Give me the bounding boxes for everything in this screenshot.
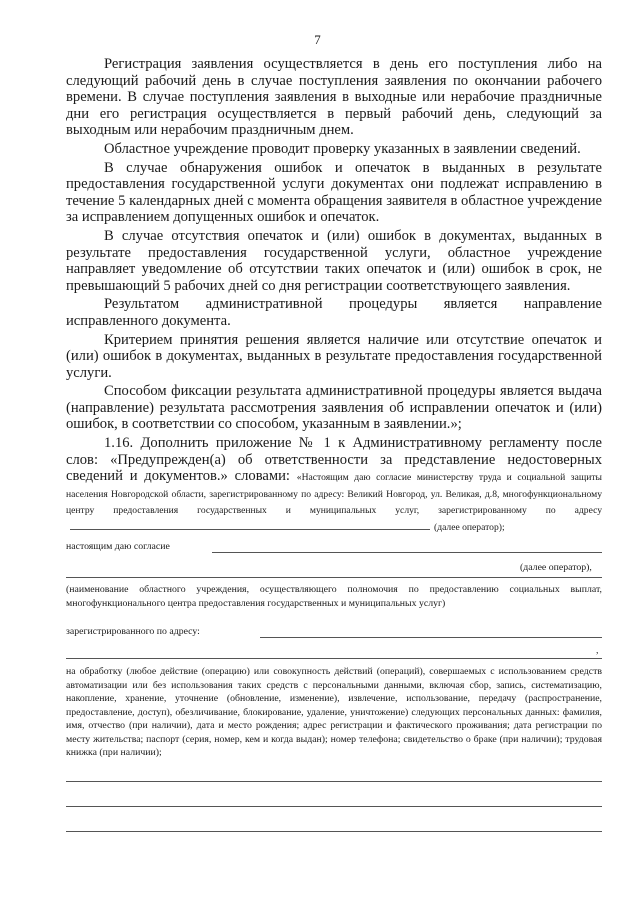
paragraph-amendment [66,435,602,535]
blank-line-2 [66,806,602,807]
institution-caption: (наименование областного учреждения, осуществляющего полномочия по предоставлению социальных выплат, многофункционального центра предоставления государственных и муниципальных услуг) [66,584,602,609]
consent-label: настоящим даю согласие [66,541,170,552]
comma: , [596,645,599,656]
document-body [66,56,602,535]
address-line-2 [66,658,602,659]
registered-line [260,637,602,638]
consent-line [212,552,602,553]
address-blank-line [70,520,430,530]
paragraph-criterion: Критерием принятия решения является наличие или отсутствие опечаток и (или) ошибок в документах, выданных в результате предоставления государственной услуги. [66,331,602,381]
paragraph-errors-found: В случае обнаружения ошибок и опечаток в выданных в результате предоставления государственной услуги документах они подлежат исправлению в течение 5 календарных дней с момента обращения заявителя в областное учреждение за исправлением допущенных ошибок и опечаток. [66,159,602,226]
paragraph-result: Результатом административной процедуры является направление исправленного документа. [66,296,602,329]
blank-line-1 [66,781,602,782]
operator-line [66,577,602,578]
paragraph-no-errors: В случае отсутствия опечаток и (или) ошибок в документах, выданных в результате предоставления государственной услуги, областное учреждение направляет уведомление об отсутствии таких опечаток и (или) ошибок в срок, не превышающий 5 рабочих дней со дня регистрации соответствующего заявления. [66,227,602,294]
paragraph-check: Областное учреждение проводит проверку указанных в заявлении сведений. [104,140,581,157]
page-number: 7 [314,32,321,47]
blank-line-3 [66,831,602,832]
processing-text: на обработку (любое действие (операцию) или совокупность действий (операций), совершаемых с использованием средств автоматизации или без использования таких средств с персональными данными, включая сбор, запись, систематизацию, накопление, хранение, уточнение (обновление, изменение), извлечение, использование, передачу (распространение, предоставление, доступ), обезличивание, блокирование, удаление, уничтожение) следующих персональных данных: фамилия, имя, отчество (при наличии), дата и место рождения; адрес регистрации и фактического проживания; дата регистрации по месту жительства; паспорт (серия, номер, кем и когда выдан); номер телефона; свидетельство о браке (при наличии); трудовая книжка (при наличии); [66,666,602,758]
paragraph-fixation: Способом фиксации результата административной процедуры является выдача (направление) результата рассмотрения заявления об исправлении опечаток и (или) ошибок, в соответствии со способом, указанным в заявлении.»; [66,383,602,433]
operator-suffix: (далее оператор); [434,522,505,534]
registered-label: зарегистрированного по адресу: [66,626,200,637]
operator-suffix-2: (далее оператор), [520,562,592,573]
paragraph-registration: Регистрация заявления осуществляется в день его поступления либо на следующий рабочий день в случае поступления заявления по окончании рабочего времени. В случае поступления заявления в выходные или нерабочие праздничные дни его регистрация осуществляется в первый рабочий день, следующий за выходным или нерабочим праздничным днем. [66,56,602,139]
consent-quote: «Настоящим даю согласие министерству труда и социальной защиты населения Новгородской области, зарегистрированному по адресу: Великий Новгород, ул. Великая, д.8, многофункциональному центру предоставления государственных и муниципальных услуг, зарегистрированному по адресу [66,472,602,517]
amendment-text: 1.16. Дополнить приложение № 1 к Административному регламенту после слов: «Предупрежден(а) об ответственности за представление недостоверных сведений и документов.» словами: [66,435,602,485]
